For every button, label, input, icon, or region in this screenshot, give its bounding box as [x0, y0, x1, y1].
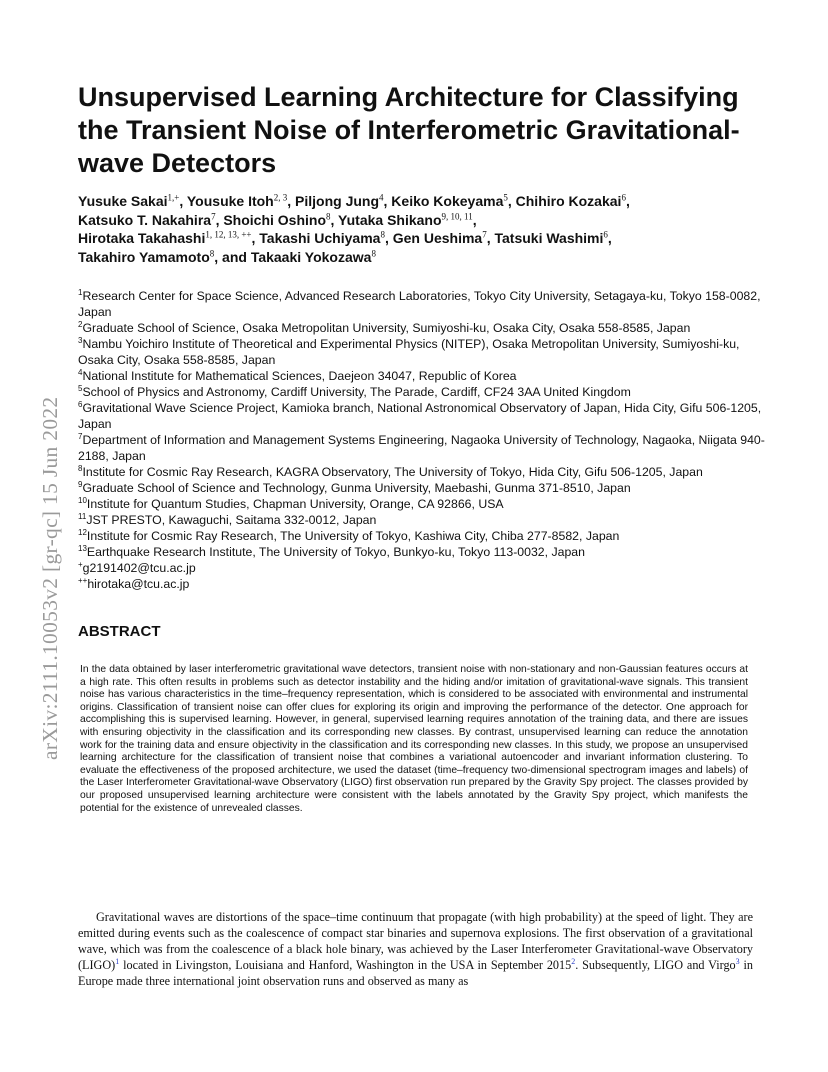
author-separator: ,: [384, 230, 393, 246]
affiliation-text: Graduate School of Science and Technology, Gunma University, Maebashi, Gunma 371-8510, Japan: [82, 481, 631, 495]
author-name: Tatsuki Washimi: [494, 230, 604, 246]
affiliation-item: [78, 576, 768, 592]
intro-text: located in Livingston, Louisiana and Hanford, Washington in the USA in September 2015: [119, 958, 572, 972]
author-separator: ,: [472, 211, 477, 228]
author-name: Katsuko T. Nakahira: [78, 211, 212, 228]
author-name: Piljong Jung: [295, 193, 380, 209]
intro-text: . Subsequently, LIGO and Virgo: [575, 958, 736, 972]
citation-link[interactable]: 3: [735, 956, 740, 966]
affiliation-item: [78, 528, 768, 544]
affiliation-item: [78, 336, 768, 368]
affiliation-item: [78, 512, 768, 528]
affiliation-mark: 1: [78, 287, 83, 297]
affiliation-mark: 5: [78, 383, 83, 393]
affiliation-item: [78, 560, 768, 576]
author: [78, 193, 187, 209]
affiliation-mark: 2: [78, 319, 83, 329]
citation-link[interactable]: 2: [571, 956, 576, 966]
affiliation-item: [78, 288, 768, 320]
intro-text: in Europe made three international joint observation runs and observed as many as: [78, 958, 753, 988]
intro-text: Gravitational waves are distortions of the space–time continuum that propagate (with high probability) at the speed of light. They are emitted during events such as the coalescence of compact star binaries and supernova explosions. The first observation of a gravitational wave, which was from the coalescence of a black hole binary, was achieved by the Laser Interferometer Gravitational-wave Observatory (LIGO): [78, 910, 753, 972]
affiliation-item: [78, 400, 768, 432]
author: [295, 193, 391, 209]
affiliation-text: School of Physics and Astronomy, Cardiff University, The Parade, Cardiff, CF24 3AA United Kingdom: [82, 385, 631, 399]
affiliation-mark: 7: [78, 431, 83, 441]
author-affiliation-mark: 1,+: [167, 192, 180, 203]
affiliation-mark: 8: [78, 463, 83, 473]
affiliation-mark: 13: [78, 543, 87, 553]
author: [187, 193, 295, 209]
author-affiliation-mark: 5: [503, 192, 508, 203]
introduction-paragraph: [78, 909, 753, 989]
author-affiliation-mark: 8: [380, 229, 385, 240]
author-affiliation-mark: 4: [379, 192, 384, 203]
affiliation-item: [78, 544, 768, 560]
paper-title: Unsupervised Learning Architecture for Classifying the Transient Noise of Interferometric Gravitational-wave Detectors: [78, 82, 740, 178]
author-name: Gen Ueshima: [392, 230, 483, 246]
affiliation-mark: 3: [78, 335, 83, 345]
author-name: Takaaki Yokozawa: [250, 248, 372, 265]
author-separator: ,: [330, 211, 339, 228]
affiliation-mark: 4: [78, 367, 83, 377]
affiliation-item: [78, 480, 768, 496]
affiliation-item: [78, 320, 768, 336]
author-affiliation-mark: 6: [621, 192, 626, 203]
author-separator: , and: [214, 248, 251, 265]
author: [516, 193, 630, 209]
author: [78, 212, 223, 228]
affiliation-text: National Institute for Mathematical Sciences, Daejeon 34047, Republic of Korea: [82, 369, 517, 383]
author-affiliation-mark: 8: [371, 247, 376, 258]
affiliation-item: [78, 368, 768, 384]
affiliation-mark: 10: [78, 495, 87, 505]
affiliation-text: Gravitational Wave Science Project, Kamioka branch, National Astronomical Observatory of Japan, Hida City, Gifu 506-1205, Japan: [78, 401, 762, 431]
abstract-text: In the data obtained by laser interferometric gravitational wave detectors, transient noise with non-stationary and non-Gaussian features occurs at a high rate. This often results in problems such as detector instability and the hiding and/or imitation of gravitational-wave signals. This transient noise has various characteristics in the time–frequency representation, which is considered to be associated with environmental and instrumental origins. Classification of transient noise can offer clues for exploring its origin and improving the performance of the detector. One approach for accomplishing this is supervised learning. However, in general, supervised learning requires annotation of the training data, and there are issues with ensuring objectivity in the classification and its corresponding new classes. By contrast, unsupervised learning can reduce the annotation work for the training data and ensure objectivity in the classification and its corresponding new classes. In this study, we propose an unsupervised learning architecture for the classification of transient noise that combines a variational autoencoder and invariant information clustering. To evaluate the effectiveness of the proposed architecture, we used the dataset (time–frequency two-dimensional spectrogram images and labels) of the Laser Interferometer Gravitational-wave Observatory (LIGO) first observation run prepared by the Gravity Spy project. The classes provided by our proposed unsupervised learning architecture were consistent with the labels annotated by the Gravity Spy project, which manifests the potential for the existence of unrevealed classes.: [80, 664, 748, 814]
author-name: Yusuke Sakai: [78, 193, 168, 209]
author-affiliation-mark: 7: [211, 210, 216, 221]
affiliation-item: [78, 384, 768, 400]
affiliation-text: Institute for Cosmic Ray Research, KAGRA Observatory, The University of Tokyo, Hida City, Gifu 506-1205, Japan: [82, 465, 703, 479]
affiliation-text: Department of Information and Management Systems Engineering, Nagaoka University of Technology, Nagaoka, Niigata 940-2188, Japan: [78, 433, 765, 463]
arxiv-identifier-stamp: arXiv:2111.10053v2 [gr-qc] 15 Jun 2022: [38, 396, 62, 760]
author-affiliation-mark: 2, 3: [273, 192, 288, 203]
author: [251, 249, 376, 265]
affiliation-item: [78, 464, 768, 480]
author-affiliation-mark: 8: [326, 210, 331, 221]
author: [78, 230, 259, 246]
affiliation-list: [78, 288, 768, 592]
author-separator: ,: [251, 230, 260, 246]
author-separator: ,: [607, 230, 612, 246]
author-affiliation-mark: 9, 10, 11: [441, 210, 473, 221]
author-list: [78, 192, 768, 266]
author-separator: ,: [486, 230, 495, 246]
affiliation-mark: ++: [78, 575, 88, 585]
author-separator: ,: [383, 193, 392, 209]
author-name: Chihiro Kozakai: [515, 193, 622, 209]
author-name: Yousuke Itoh: [186, 193, 274, 209]
affiliation-text: hirotaka@tcu.ac.jp: [87, 577, 190, 591]
affiliation-text: JST PRESTO, Kawaguchi, Saitama 332-0012, Japan: [86, 513, 377, 527]
author-name: Takashi Uchiyama: [259, 230, 381, 246]
author-affiliation-mark: 8: [209, 247, 215, 258]
author-separator: ,: [625, 193, 630, 209]
affiliation-mark: 11: [78, 511, 87, 521]
affiliation-item: [78, 432, 768, 464]
abstract-heading: ABSTRACT: [78, 623, 161, 640]
author-name: Yutaka Shikano: [338, 211, 442, 228]
author: [338, 212, 477, 228]
author-separator: ,: [287, 193, 296, 209]
affiliation-mark: 12: [78, 527, 87, 537]
affiliation-text: Graduate School of Science, Osaka Metropolitan University, Sumiyoshi-ku, Osaka City, Osaka 558-8585, Japan: [82, 321, 691, 335]
author: [393, 230, 495, 246]
author-affiliation-mark: 1, 12, 13, ++: [205, 229, 252, 240]
author-separator: ,: [507, 193, 516, 209]
affiliation-item: [78, 496, 768, 512]
author-name: Shoichi Oshino: [223, 211, 327, 228]
author-name: Takahiro Yamamoto: [78, 248, 210, 265]
author: [78, 249, 251, 265]
author-name: Keiko Kokeyama: [391, 193, 504, 209]
affiliation-text: Earthquake Research Institute, The University of Tokyo, Bunkyo-ku, Tokyo 113-0032, Japan: [86, 545, 585, 559]
author: [391, 193, 515, 209]
author-affiliation-mark: 7: [482, 229, 487, 240]
author-separator: ,: [215, 211, 224, 228]
author: [259, 230, 392, 246]
affiliation-mark: 9: [78, 479, 83, 489]
affiliation-text: Research Center for Space Science, Advanced Research Laboratories, Tokyo City University, Setagaya-ku, Tokyo 158-0082, Japan: [78, 289, 761, 319]
affiliation-mark: +: [78, 559, 83, 569]
author-separator: ,: [179, 193, 187, 209]
affiliation-text: Institute for Cosmic Ray Research, The University of Tokyo, Kashiwa City, Chiba 277-8582, Japan: [86, 529, 620, 543]
citation-link[interactable]: 1: [115, 956, 120, 966]
author: [494, 230, 611, 246]
author-affiliation-mark: 6: [603, 229, 608, 240]
affiliation-text: Institute for Quantum Studies, Chapman University, Orange, CA 92866, USA: [86, 497, 504, 511]
author-name: Hirotaka Takahashi: [78, 230, 206, 246]
affiliation-mark: 6: [78, 399, 83, 409]
affiliation-text: g2191402@tcu.ac.jp: [82, 561, 196, 575]
author: [223, 212, 338, 228]
affiliation-text: Nambu Yoichiro Institute of Theoretical and Experimental Physics (NITEP), Osaka Metropolitan University, Sumiyoshi-ku, Osaka City, Osaka 558-8585, Japan: [78, 337, 740, 367]
